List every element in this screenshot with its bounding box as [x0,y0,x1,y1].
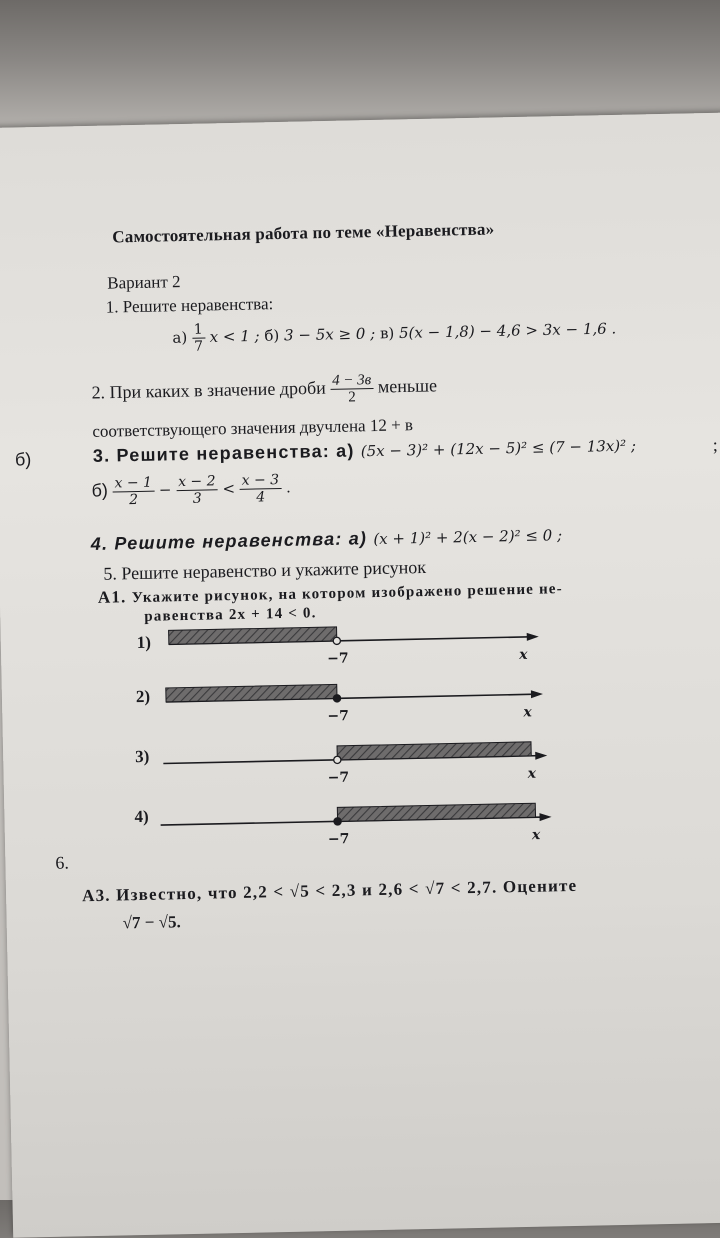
paper-sheet [0,112,720,1238]
task1-b-expr: 3 − 5x ≥ 0 ; [283,324,376,345]
task3-f3-num: x − 3 [240,472,282,490]
a1-text: Укажите рисунок, на котором изображено решение не- [131,581,564,607]
option3-open-point [334,756,341,763]
option1-open-point [333,637,340,644]
task2-frac-den: 2 [348,389,356,406]
option1-arrow-head [527,633,539,641]
option3-number: 3) [134,746,150,767]
task3-expr: (5x − 3)² + (12x − 5)² ≤ (7 − 13x)² ; [360,436,637,461]
task3-f1-num: x − 1 [112,475,154,493]
task3-end: . [285,478,292,497]
task2-frac-num: 4 − 3в [330,372,373,390]
option4-closed-point [334,818,341,825]
option1-point-label: −7 [327,650,349,668]
task4-expr: (x + 1)² + 2(x − 2)² ≤ 0 ; [373,526,563,549]
task1-a-frac-den: 7 [194,338,204,355]
item6-number: 6. [55,852,70,873]
worksheet-title: Самостоятельная работа по теме «Неравенства» [112,219,495,247]
task3-f3-den: 4 [256,489,266,506]
option3-arrow-head [535,751,547,759]
number-line-figures [0,112,720,1228]
task3-f2-num: x − 2 [176,473,218,491]
task3-op2: < [222,479,236,498]
task1-heading: 1. Решите неравенства: [105,294,274,317]
task2-text: 2. При каких в значение дроби [91,377,326,403]
task2-line2: соответствующего значения двучлена 12 + в [92,415,414,441]
option1-shaded-region [169,627,337,645]
task1-a-label: а) [172,328,188,347]
task3-b-label: б) [91,480,109,501]
option4-arrow-head [539,813,551,821]
option2-closed-point [333,695,340,702]
option2-arrow-head [531,690,543,698]
option2-axis-label: x [523,704,532,721]
a1-line2: равенства 2x + 14 < 0. [144,605,317,625]
a3-line2: √7 − √5. [122,912,181,933]
task3-op1: − [158,480,172,500]
edge-semicolon: ; [712,434,719,455]
option4-point-label: −7 [327,831,350,848]
task4-text: 4. Решите неравенства: а) [90,528,368,554]
option2-number: 2) [135,686,151,707]
task1-b-label: б) [264,326,280,345]
task3-f1-den: 2 [129,491,139,509]
task1-c-expr: 5(x − 1,8) − 4,6 > 3x − 1,6 . [398,319,617,342]
option3-axis-label: x [527,765,537,782]
task1-a-frac-num: 1 [192,322,205,339]
option3-point-label: −7 [327,769,350,787]
task5-heading: 5. Решите неравенство и укажите рисунок [103,556,427,584]
a1-label: А1. [97,587,127,607]
option1-axis-label: x [518,646,528,664]
variant-label: Вариант 2 [107,272,181,293]
option4-number: 4) [134,806,149,827]
task3-f2-den: 3 [192,490,202,507]
task3-text: 3. Решите неравенства: а) [92,440,355,466]
a3-text: Известно, что 2,2 < √5 < 2,3 и 2,6 < √7 < 2,7. Оцените [115,875,578,905]
task1-a-rest: x < 1 ; [209,326,260,346]
margin-b-label: б) [14,449,32,470]
option4-shaded-region [337,803,535,821]
task2-after: меньше [377,375,438,397]
a3-label: А3. [81,885,111,906]
option2-shaded-region [166,684,337,702]
option1-number: 1) [136,632,152,653]
option4-axis-label: x [531,827,541,844]
option2-point-label: −7 [327,708,350,725]
task1-c-label: в) [379,324,395,343]
